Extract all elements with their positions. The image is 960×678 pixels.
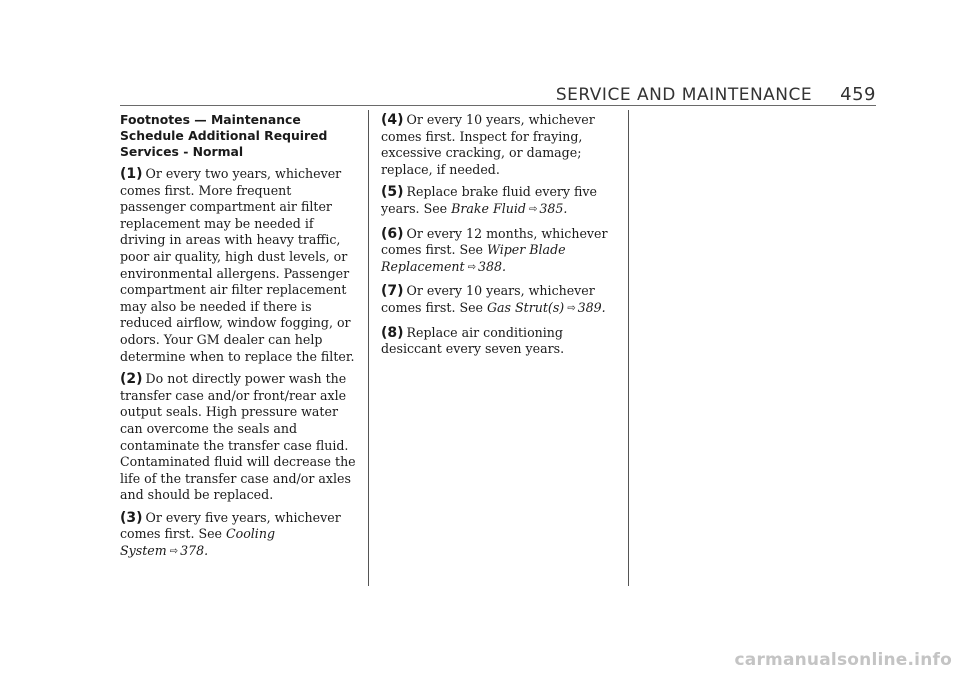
cross-reference-link[interactable]: Brake Fluid [451,200,526,216]
page-number: 459 [840,84,876,105]
footnote-1 [120,166,356,365]
footnote-text: Or every 10 years, whichever comes first. Inspect for fraying, excessive cracking, or damage; replace, if needed. [381,112,595,177]
reference-page[interactable]: 378. [180,543,209,559]
footnote-text: Replace air conditioning desiccant every seven years. [381,324,565,357]
footnote-4 [381,112,617,178]
cross-reference-link[interactable]: Gas Strut(s) [486,299,565,315]
column-divider-1 [368,110,369,586]
page-reference-icon: ⇨ [567,302,576,314]
footnote-text: Do not directly power wash the transfer case and/or front/rear axle output seals. High pressure water can overcome the seals and contaminate the transfer case fluid. Contaminated fluid will decrease the life of the transfer case and/or axles and should be replaced. [120,371,356,503]
page-reference-icon: ⇨ [467,261,476,273]
page-reference-icon: ⇨ [528,203,538,215]
cross-reference-link[interactable]: Wiper Blade Replacement [381,242,566,274]
footnote-text: Replace brake fluid every five years. See [381,184,597,216]
cross-reference-link[interactable]: Cooling System [120,526,276,559]
footnote-number: (4) [381,112,404,128]
footnote-number: (6) [381,225,404,242]
reference-page[interactable]: 389. [577,299,606,315]
footnote-text: Or every five years, whichever comes first. See [120,509,341,542]
footnote-number: (1) [120,166,143,182]
reference-page[interactable]: 388. [478,258,507,274]
footnote-number: (2) [120,371,143,388]
footnote-text: Or every two years, whichever comes first. More frequent passenger compartment air filter replacement may be needed if driving in areas with heavy traffic, poor air quality, high dust levels, or environmental allergens. Passenger compartment air filter replacement may also be needed if there is reduced airflow, window fogging, or odors. Your GM dealer can help determine when to replace the filter. [120,166,355,364]
footnote-3 [120,510,356,562]
page-header [556,84,876,105]
footnote-7 [381,283,617,318]
watermark: carmanualsonline.info [734,650,952,670]
footnotes-heading: Footnotes — Maintenance Schedule Additional Required Services - Normal [120,112,328,159]
footnote-5 [381,184,617,219]
footnote-number: (8) [381,324,404,341]
footnote-2 [120,371,356,504]
section-title: SERVICE AND MAINTENANCE [555,85,813,105]
footnote-text: Or every 10 years, whichever comes first. See [381,283,595,315]
column-divider-2 [628,110,629,586]
footnote-text: Or every 12 months, whichever comes first. See [381,225,608,258]
reference-page[interactable]: 385. [539,200,568,216]
column-1 [120,112,356,568]
page-reference-icon: ⇨ [169,546,179,558]
column-2 [381,112,617,364]
header-rule [120,105,876,106]
footnote-8 [381,325,617,358]
footnote-number: (3) [120,509,143,526]
footnote-number: (5) [381,184,404,201]
footnote-number: (7) [381,283,404,300]
footnote-6 [381,226,617,278]
